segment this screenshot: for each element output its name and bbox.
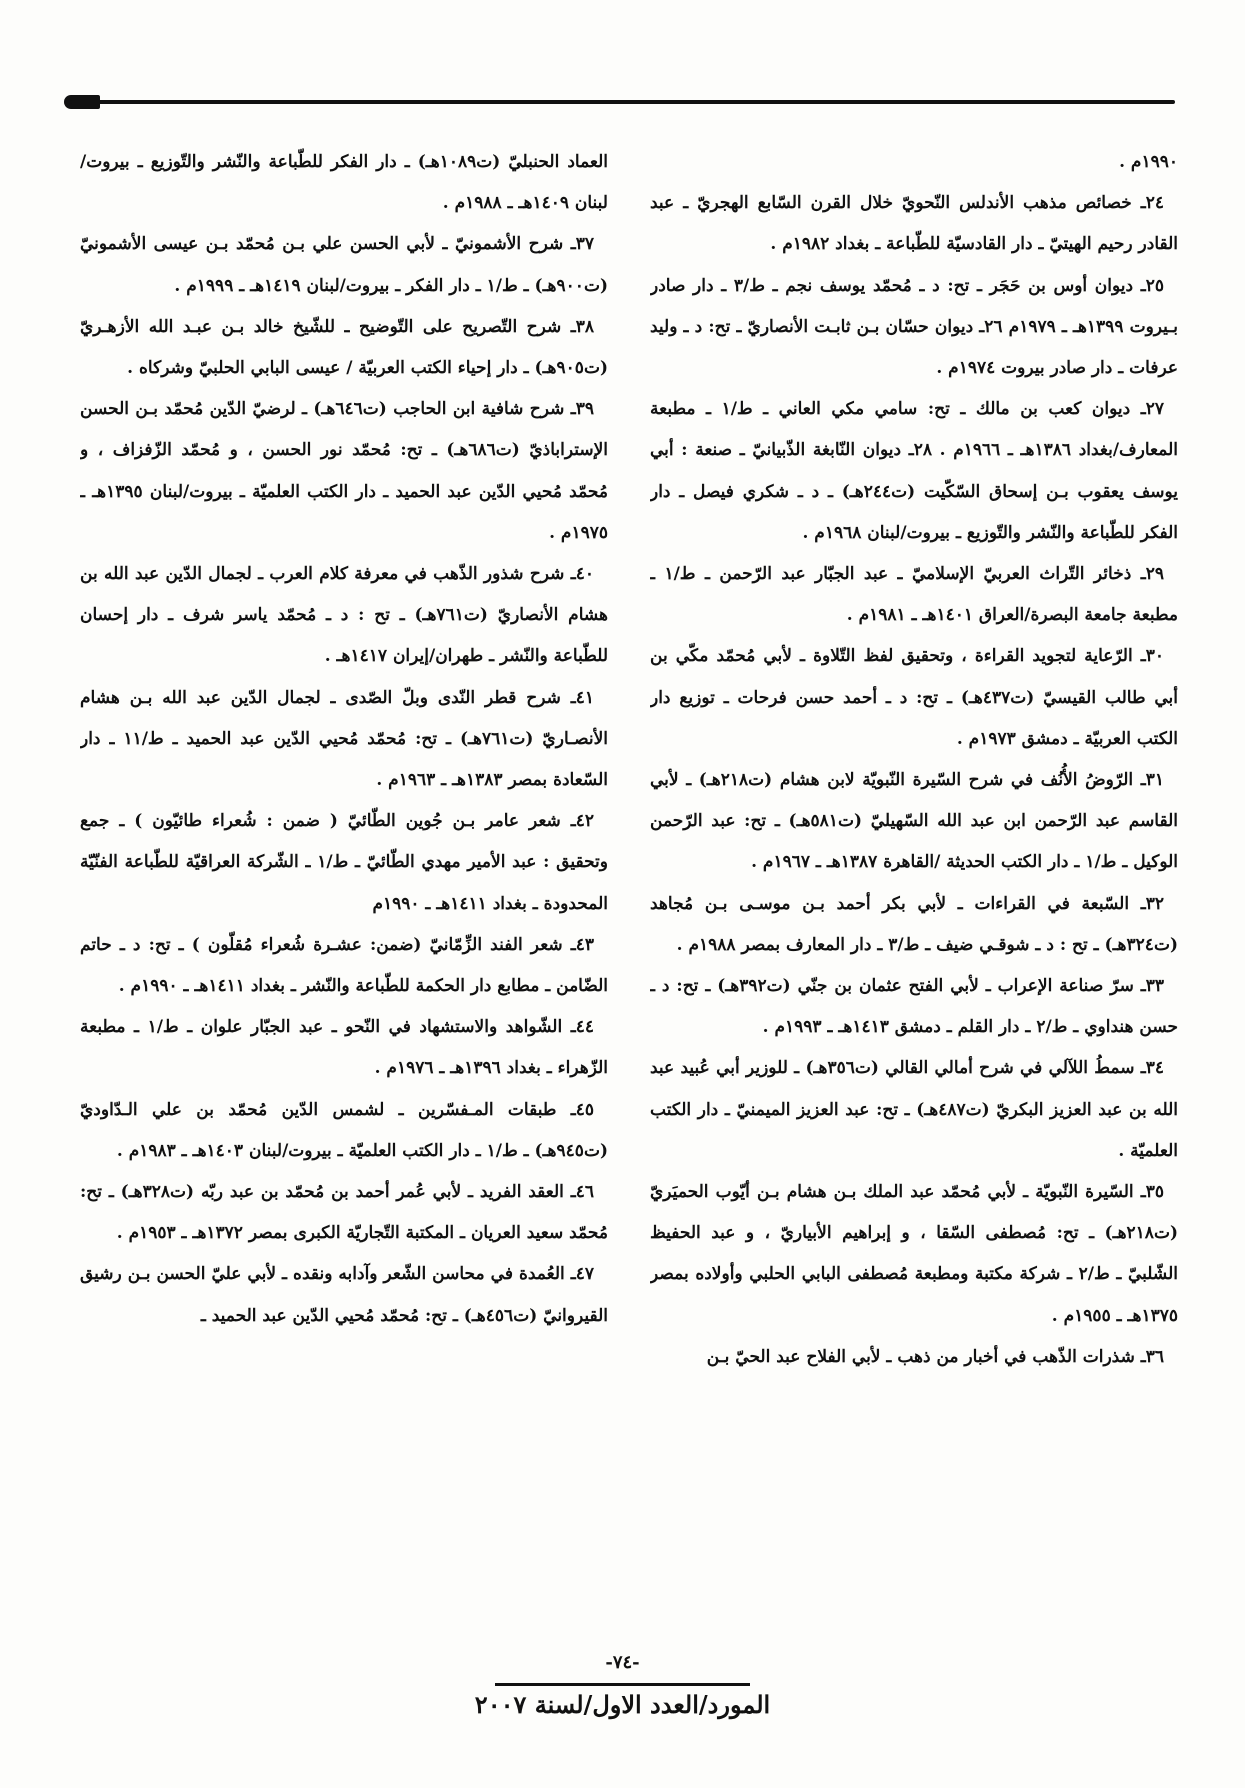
reference-entry: ٣٣ـ سرّ صناعة الإعراب ـ لأبي الفتح عثمان بن جنّي (ت٣٩٢هـ) ـ تح: د ـ حسن هنداوي ـ ط/٢ ـ دار القلم ـ دمشق ١٤١٣هـ ـ ١٩٩٣م . (650, 976, 1178, 1038)
reference-entry: ٢٥ـ ديوان أوس بن حَجَر ـ تح: د ـ مُحمّد يوسف نجم ـ ط/٣ ـ دار صادر بـيروت ١٣٩٩هـ ـ ١٩٧٩م ٢٦ـ ديوان حسّان بـن ثابـت الأنصاريّ ـ تح: د ـ وليد عرفات ـ دار صادر بيروت ١٩٧٤م . (650, 275, 1178, 379)
reference-entry: ٤٠ـ شرح شذور الذّهب في معرفة كلام العرب ـ لجمال الدّين عبد الله بن هشام الأنصاريّ (ت٧٦١هـ) ـ تح : د ـ مُحمّد ياسر شرف ـ دار إحسان للطّباعة والنّشر ـ طهران/إيران ١٤١٧هـ . (80, 564, 608, 667)
reference-entry: ٤٥ـ طبقات المـفسّرين ـ لشمس الدّين مُحمّد بن علي الـدّاوديّ (ت٩٤٥هـ) ـ ط/١ ـ دار الكتب العلميّة ـ بيروت/لبنان ١٤٠٣هـ ـ ١٩٨٣م . (80, 1099, 608, 1161)
reference-entry: ٣٥ـ السّيرة النّبويّة ـ لأبي مُحمّد عبد الملك بـن هشام بـن أيّوب الحميَريّ (ت٢١٨هـ) ـ تح: مُصطفى السّقا ، و إبراهيم الأبياريّ ، و عبد الحفيظ الشّلبيّ ـ ط/٢ ـ شركة مكتبة ومطبعة مُصطفى البابي الحلبي وأولاده بمصر ١٣٧٥هـ ـ ١٩٥٥م . (650, 1182, 1178, 1326)
reference-entry: ٣٦ـ شذرات الذّهب في أخبار من ذهب ـ لأبي الفلاح عبد الحيّ بـن (706, 1346, 1164, 1367)
reference-entry: ٢٧ـ ديوان كعب بن مالك ـ تح: سامي مكي العاني ـ ط/١ ـ مطبعة المعارف/بغداد ١٣٨٦هـ ـ ١٩٦٦م . ٢٨ـ ديوان النّابغة الذّبيانيّ ـ صنعة : أبي يوسف يعقوب بـن إسحاق السّكّيت (ت٢٤٤هـ) ـ د ـ شكري فيصل ـ دار الفكر للطّباعة والنّشر والتّوزيع ـ بيروت/لبنان ١٩٦٨م . (650, 399, 1178, 543)
reference-entry: ٣٢ـ السّبعة في القراءات ـ لأبي بكر أحمد بـن موسـى بـن مُجاهد (ت٣٢٤هـ) ـ تح : د ـ شوقـي ضيف ـ ط/٣ ـ دار المعارف بمصر ١٩٨٨م . (650, 893, 1178, 955)
reference-entry: ٣٧ـ شرح الأشمونيّ ـ لأبي الحسن علي بـن مُحمّد بـن عيسى الأشمونيّ (ت٩٠٠هـ) ـ ط/١ ـ دار الفكر ـ بيروت/لبنان ١٤١٩هـ ـ ١٩٩٩م . (80, 234, 608, 296)
reference-entry: ٢٩ـ ذخائر التّراث العربيّ الإسلاميّ ـ عبد الجبّار عبد الرّحمن ـ ط/١ ـ مطبعة جامعة البصرة/العراق ١٤٠١هـ ـ ١٩٨١م . (650, 564, 1178, 626)
footer-rule (495, 1683, 750, 1686)
left-column (80, 142, 608, 1612)
reference-entry: ٣٩ـ شرح شافية ابن الحاجب (ت٦٤٦هـ) ـ لرضيّ الدّين مُحمّد بـن الحسن الإستراباذيّ (ت٦٨٦هـ) ـ تح: مُحمّد نور الحسن ، و مُحمّد الزّفزاف ، و مُحمّد مُحيي الدّين عبد الحميد ـ دار الكتب العلميّة ـ بيروت/لبنان ١٣٩٥هـ ـ ١٩٧٥م . (80, 399, 608, 543)
reference-entry: ٤١ـ شرح قطر النّدى وبلّ الصّدى ـ لجمال الدّين عبد الله بـن هشام الأنصـاريّ (ت٧٦١هـ) ـ تح: مُحمّد مُحيي الدّين عبد الحميد ـ ط/١١ ـ دار السّعادة بمصر ١٣٨٣هـ ـ ١٩٦٣م . (80, 687, 608, 791)
reference-entry: العماد الحنبليّ (ت١٠٨٩هـ) ـ دار الفكر للطّباعة والنّشر والتّوزيع ـ بيروت/لبنان ١٤٠٩هـ ـ ١٩٨٨م . (80, 152, 608, 214)
journal-footer: المورد/العدد الاول/لسنة ٢٠٠٧ (474, 1690, 771, 1719)
two-column-body (80, 142, 1178, 1612)
reference-entry: ٤٧ـ العُمدة في محاسن الشّعر وآدابه ونقده ـ لأبي عليّ الحسن بـن رشيق القيروانيّ (ت٤٥٦هـ) ـ تح: مُحمّد مُحيي الدّين عبد الحميد ـ (80, 1264, 608, 1326)
reference-entry: ٤٦ـ العقد الفريد ـ لأبي عُمر أحمد بن مُحمّد بن عبد ربّه (ت٣٢٨هـ) ـ تح: مُحمّد سعيد العريان ـ المكتبة التّجاريّة الكبرى بمصر ١٣٧٢هـ ـ ١٩٥٣م . (80, 1182, 608, 1244)
page-number: -٧٤- (605, 1652, 640, 1673)
reference-entry: ٣١ـ الرّوضُ الأُنُف في شرح السّيرة النّبويّة لابن هشام (ت٢١٨هـ) ـ لأبي القاسم عبد الرّحمن ابن عبد الله السّهيليّ (ت٥٨١هـ) ـ تح: عبد الرّحمن الوكيل ـ ط/١ ـ دار الكتب الحديثة /القاهرة ١٣٨٧هـ ـ ١٩٦٧م . (650, 770, 1178, 873)
reference-entry: ٤٢ـ شعر عامر بـن جُوين الطّائيّ ( ضمن : شُعراء طائيّون ) ـ جمع وتحقيق : عبد الأمير مهدي الطّائيّ ـ ط/١ ـ الشّركة العراقيّة للطّباعة الفنّيّة المحدودة ـ بغداد ١٤١١هـ ـ ١٩٩٠م (80, 811, 608, 914)
reference-entry: ١٩٩٠م . (1119, 152, 1178, 172)
reference-entry: ٢٤ـ خصائص مذهب الأندلس النّحويّ خلال القرن السّابع الهجريّ ـ عبد القادر رحيم الهيتيّ ـ دار القادسيّة للطّباعة ـ بغداد ١٩٨٢م . (650, 193, 1178, 255)
right-column (650, 142, 1178, 1612)
reference-entry: ٤٣ـ شعر الفند الزِّمّانيّ (ضمن: عشـرة شُعراء مُقلّون ) ـ تح: د ـ حاتم الضّامن ـ مطابع دار الحكمة للطّباعة والنّشر ـ بغداد ١٤١١هـ ـ ١٩٩٠م . (80, 934, 608, 997)
reference-entry: ٣٠ـ الرّعاية لتجويد القراءة ، وتحقيق لفظ التّلاوة ـ لأبي مُحمّد مكّي بن أبي طالب القيسيّ (ت٤٣٧هـ) ـ تح: د ـ أحمد حسن فرحات ـ توزيع دار الكتب العربيّة ـ دمشق ١٩٧٣م . (650, 646, 1178, 749)
reference-entry: ٣٨ـ شرح التّصريح على التّوضيح ـ للشّيخ خالد بـن عبـد الله الأزهـريّ (ت٩٠٥هـ) ـ دار إحياء الكتب العربيّة / عيسى البابي الحلبيّ وشركاه . (80, 316, 608, 379)
reference-entry: ٤٤ـ الشّواهد والاستشهاد في النّحو ـ عبد الجبّار علوان ـ ط/١ ـ مطبعة الزّهراء ـ بغداد ١٣٩٦هـ ـ ١٩٧٦م . (80, 1017, 608, 1079)
reference-entry: ٣٤ـ سمطُ اللآلي في شرح أمالي القالي (ت٣٥٦هـ) ـ للوزير أبي عُبيد عبد الله بن عبد العزيز البكريّ (ت٤٨٧هـ) ـ تح: عبد العزيز الميمنيّ ـ دار الكتب العلميّة . (650, 1058, 1178, 1161)
header-rule (70, 100, 1175, 104)
